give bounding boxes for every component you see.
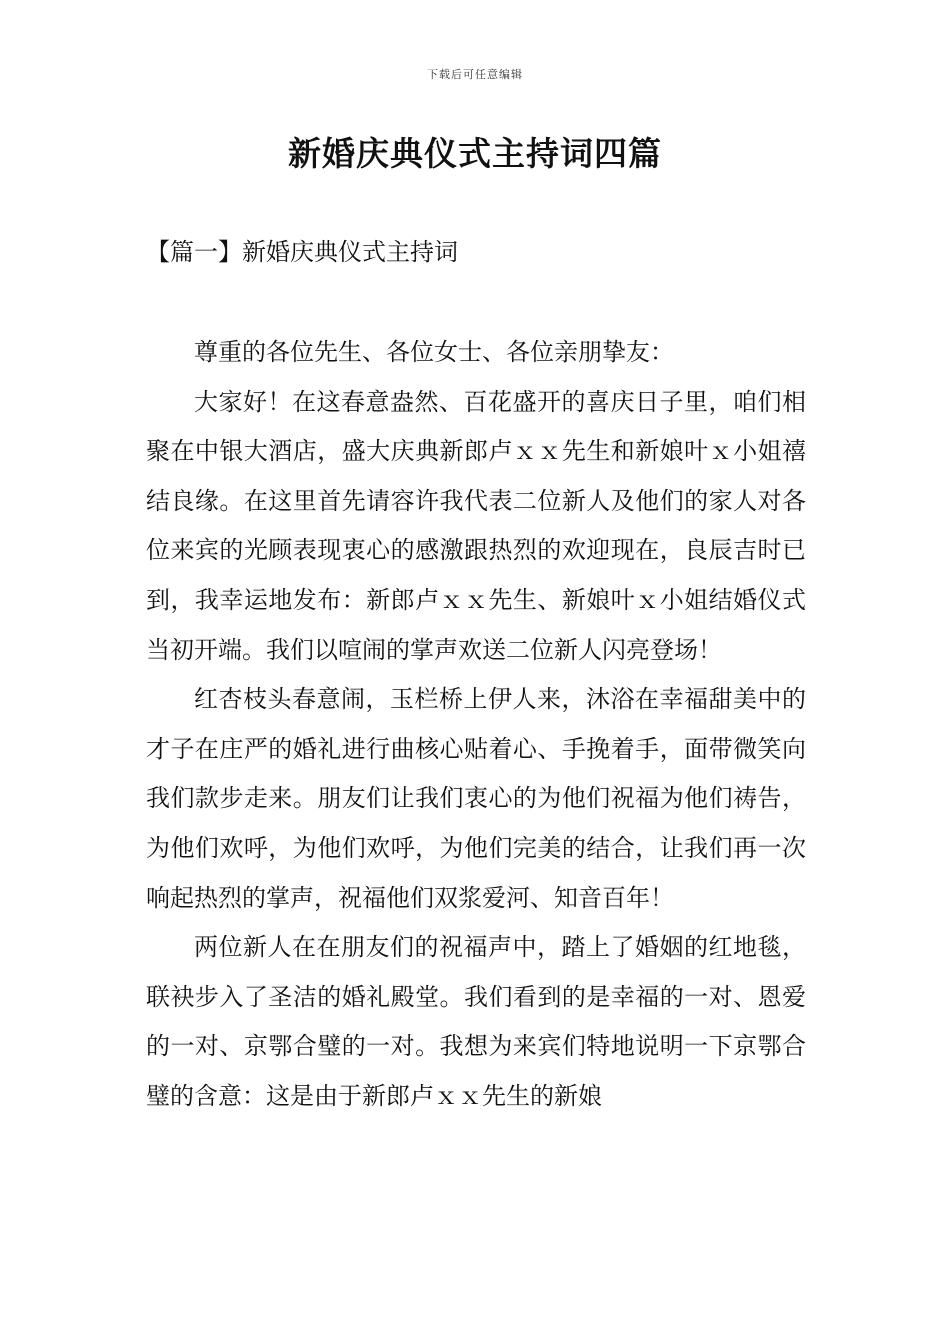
paragraph-greeting: 尊重的各位先生、各位女士、各位亲朋挚友： — [194, 338, 674, 366]
header-note: 下载后可任意编辑 — [427, 68, 523, 81]
body-text — [146, 328, 806, 1122]
paragraph-ceremony: 两位新人在在朋友们的祝福声中，踏上了婚姻的红地毯，联袂步入了圣洁的婚礼殿堂。我们看到的是幸福的一对、恩爱的一对、京鄂合璧的一对。我想为来宾们特地说明一下京鄂合璧的含意：这是由于新郎卢ｘｘ先生的新娘 — [146, 933, 806, 1110]
paragraph-entrance: 红杏枝头春意闹，玉栏桥上伊人来，沐浴在幸福甜美中的才子在庄严的婚礼进行曲核心贴着心、手挽着手，面带微笑向我们款步走来。朋友们让我们衷心的为他们祝福为他们祷告，为他们欢呼，为他们欢呼，为他们完美的结合，让我们再一次响起热烈的掌声，祝福他们双浆爱河、知音百年！ — [146, 685, 806, 912]
paragraph-opening: 大家好！在这春意盎然、百花盛开的喜庆日子里，咱们相聚在中银大酒店，盛大庆典新郎卢ｘｘ先生和新娘叶ｘ小姐禧结良缘。在这里首先请容许我代表二位新人及他们的家人对各位来宾的光顾表现衷心的感激跟热烈的欢迎现在，良辰吉时已到，我幸运地发布：新郎卢ｘｘ先生、新娘叶ｘ小姐结婚仪式当初开端。我们以喧闹的掌声欢送二位新人闪亮登场！ — [146, 387, 806, 664]
document-title: 新婚庆典仪式主持词四篇 — [288, 134, 662, 173]
section-heading: 【篇一】新婚庆典仪式主持词 — [146, 238, 458, 266]
